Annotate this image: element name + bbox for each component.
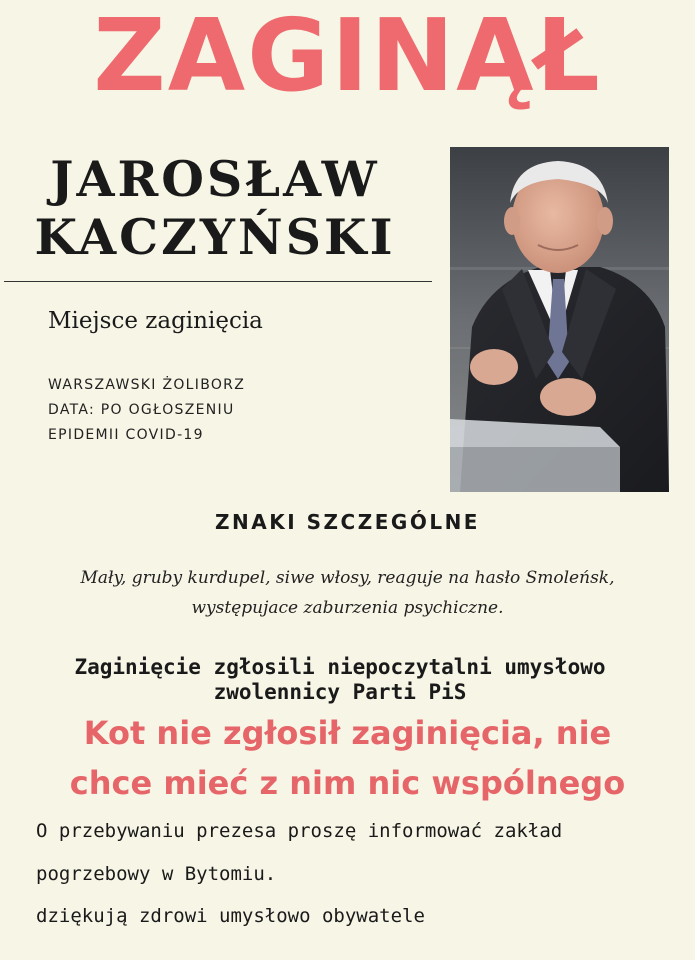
report-line-2: zwolennicy Parti PiS <box>213 680 467 704</box>
info-line-2: pogrzebowy w Bytomiu. <box>36 863 277 885</box>
headline-title: ZAGINĄŁ <box>93 0 602 114</box>
features-heading: ZNAKI SZCZEGÓLNE <box>215 510 480 534</box>
location-date-continued: EPIDEMII COVID-19 <box>48 427 204 443</box>
location-district: WARSZAWSKI ŻOLIBORZ <box>48 377 246 393</box>
info-signature: dziękują zdrowi umysłowo obywatele <box>36 905 425 927</box>
features-line-1: Mały, gruby kurdupel, siwe włosy, reaguje na hasło Smoleńsk, <box>80 568 615 588</box>
location-heading: Miejsce zaginięcia <box>48 308 263 334</box>
name-divider <box>4 281 432 282</box>
cat-line-1: Kot nie zgłosił zaginięcia, nie <box>83 714 612 752</box>
report-line-1: Zaginięcie zgłosili niepoczytalni umysłowo <box>74 655 606 679</box>
info-line-1: O przebywaniu prezesa proszę informować zakład <box>36 820 563 842</box>
location-date: DATA: PO OGŁOSZENIU <box>48 402 235 418</box>
cat-line-2: chce mieć z nim nic wspólnego <box>69 764 626 802</box>
person-photo <box>450 147 669 492</box>
person-first-name: JAROSŁAW <box>50 150 380 208</box>
features-line-2: występujace zaburzenia psychiczne. <box>191 598 504 618</box>
person-last-name: KACZYŃSKI <box>34 208 396 266</box>
person-photo-illustration <box>450 147 669 492</box>
